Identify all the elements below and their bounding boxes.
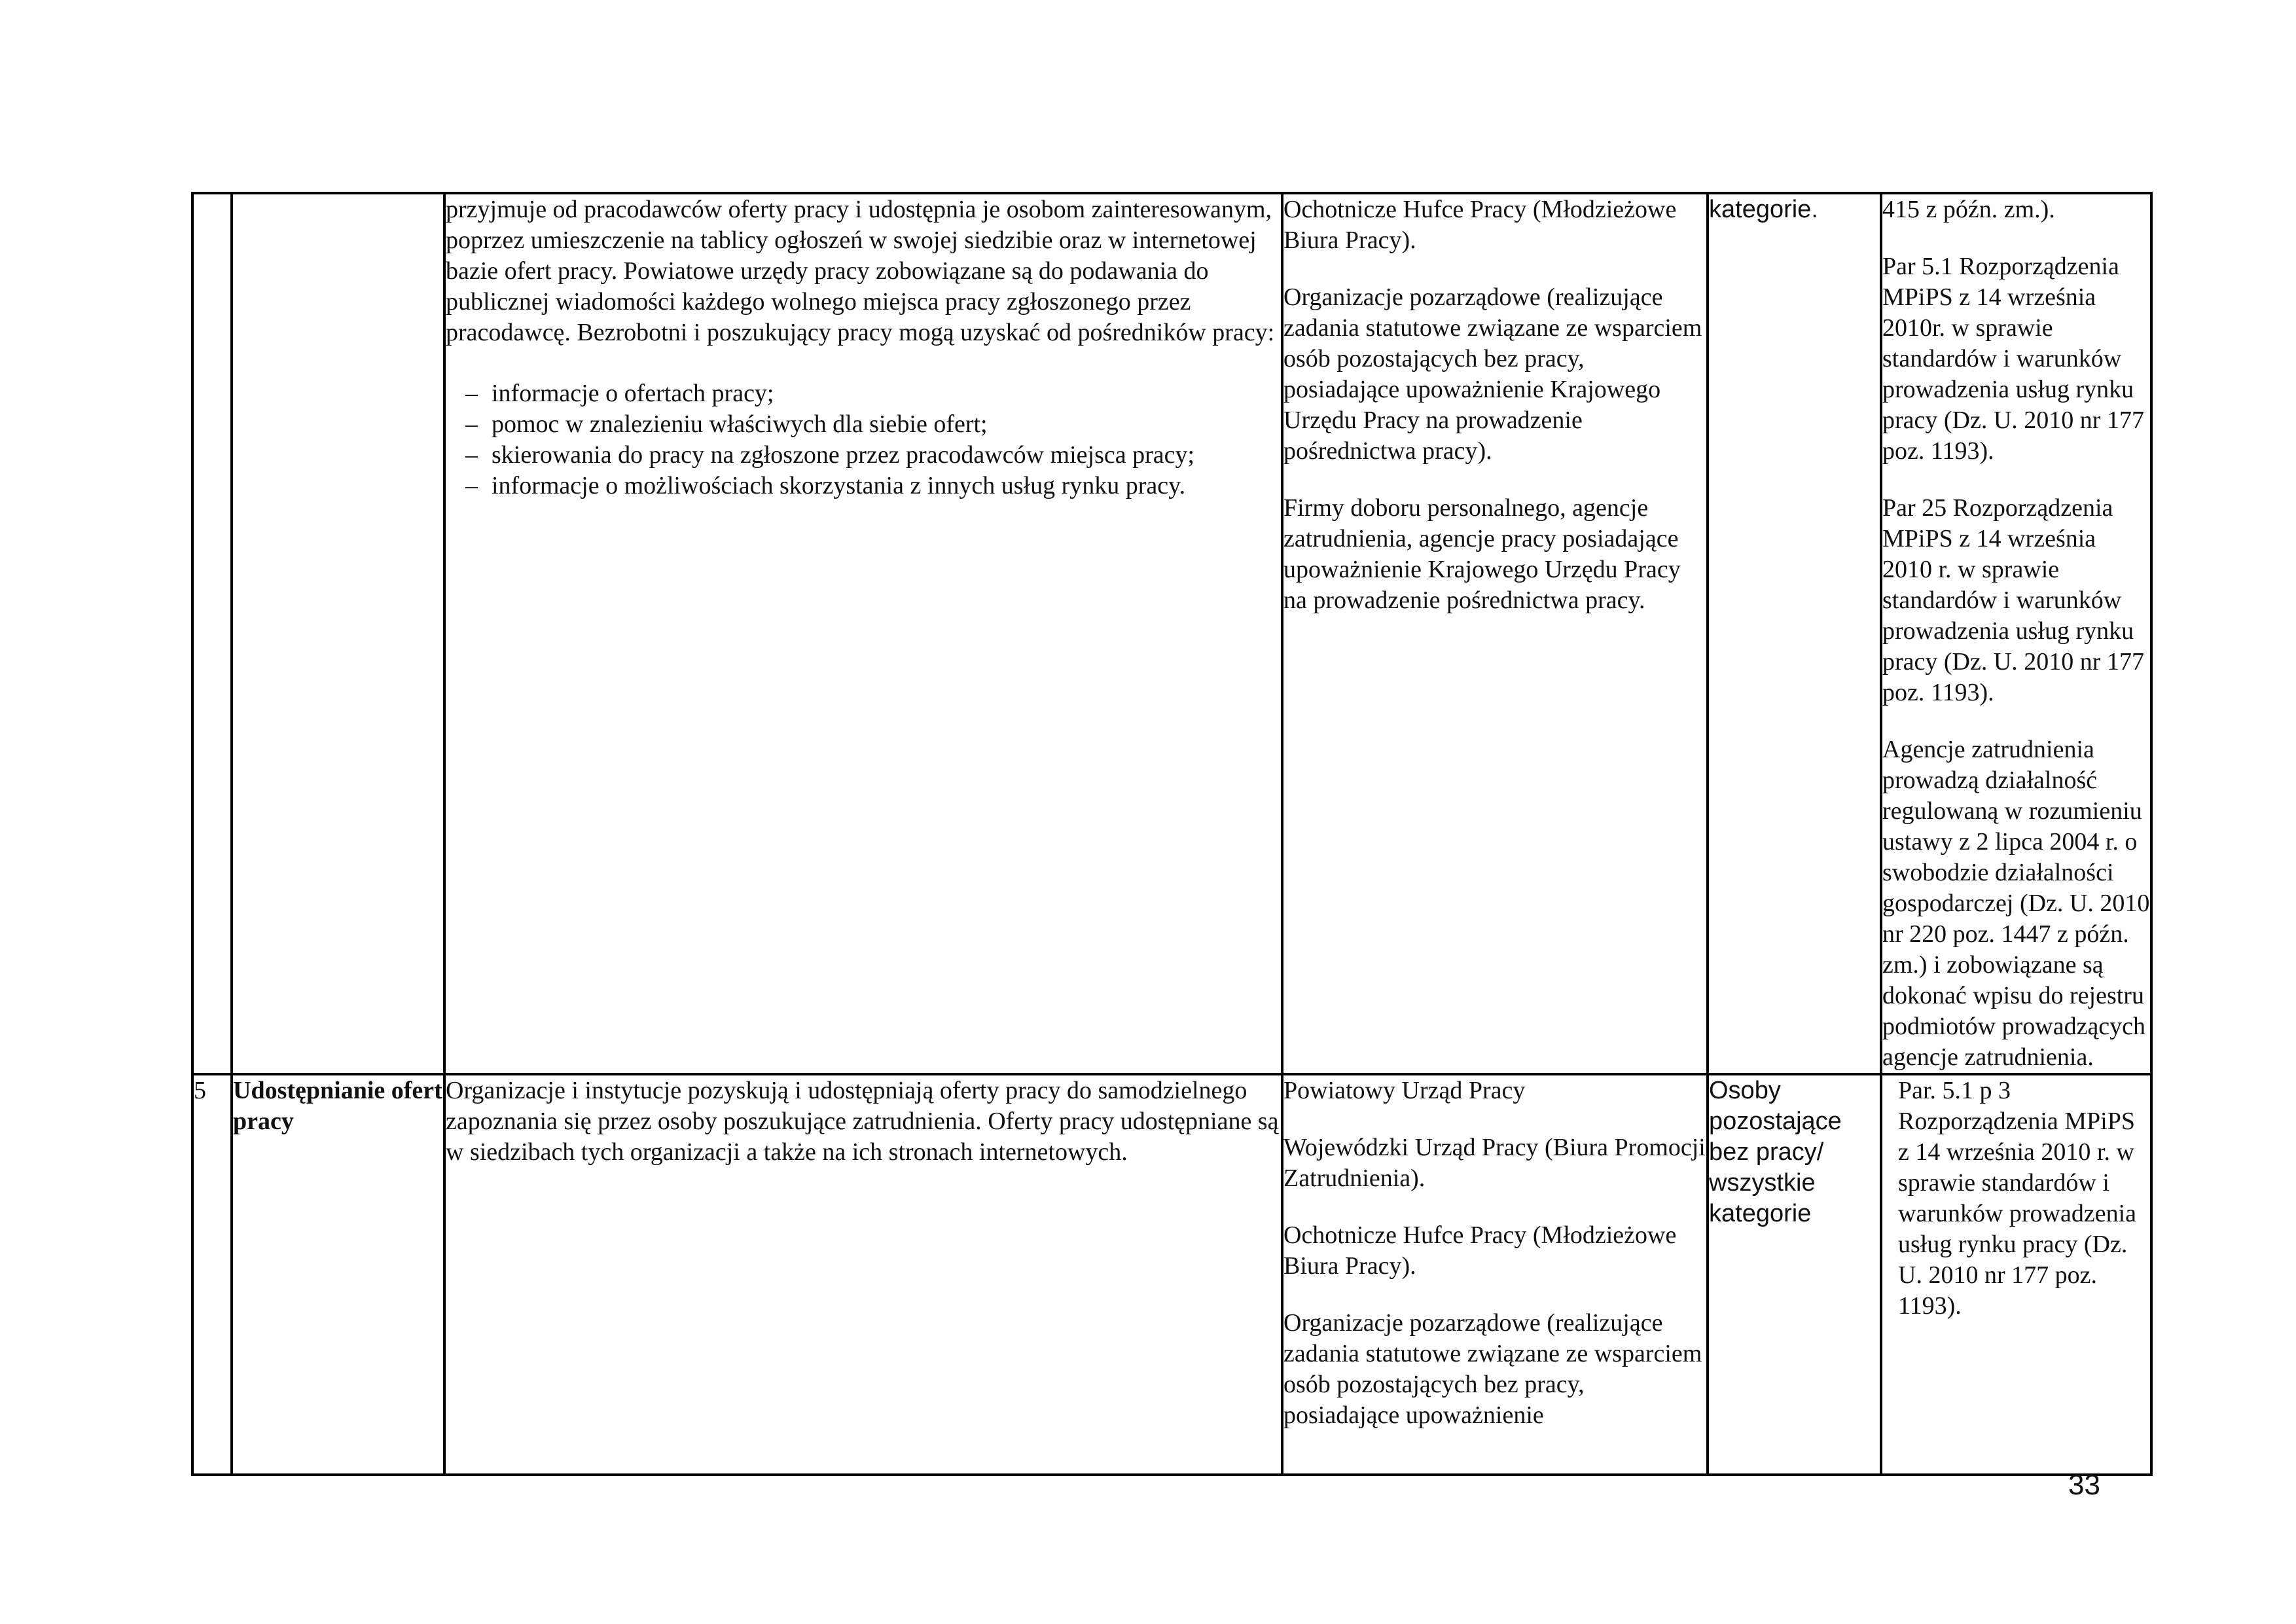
table-row [192,193,2151,1074]
entity-text: Ochotnicze Hufce Pracy (Młodzieżowe Biura Pracy). [1283,1221,1677,1280]
description-cell [444,193,1282,1074]
category-cell: Osoby pozostające bez pracy/ wszystkie kategorie [1708,1074,1881,1475]
entity-text: Ochotnicze Hufce Pracy (Młodzieżowe Biura Pracy). [1283,196,1677,254]
entity-text: Wojewódzki Urząd Pracy (Biura Promocji Zatrudnienia). [1283,1134,1706,1192]
legal-basis-cell: Par. 5.1 p 3 Rozporządzenia MPiPS z 14 września 2010 r. w sprawie standardów i warunków prowadzenia usług rynku pracy (Dz. U. 2010 nr 177 poz. 1193). [1881,1074,2151,1475]
legal-text: 415 z późn. zm.). [1882,196,2055,223]
legal-basis-cell [1881,193,2151,1074]
row-number-cell: 5 [192,1074,232,1475]
description-text: Organizacje i instytucje pozyskują i udostępniają oferty pracy do samodzielnego zapoznania się przez osoby poszukujące zatrudnienia. Oferty pracy udostępniane są w siedzibach tych organizacji a także na ich stronach internetowych. [446,1077,1279,1166]
entities-cell [1282,193,1708,1074]
row-number-cell [192,193,232,1074]
entity-text: Organizacje pozarządowe (realizujące zadania statutowe związane ze wsparciem osób pozostających bez pracy, posiadające upoważnienie [1283,1309,1702,1429]
page-number: 33 [2068,1469,2100,1501]
service-title-cell: Udostępnianie ofert pracy [232,1074,444,1475]
services-table [191,192,2153,1476]
category-cell: kategorie. [1708,193,1881,1074]
legal-text: Par 5.1 Rozporządzenia MPiPS z 14 września 2010r. w sprawie standardów i warunków prowadzenia usług rynku pracy (Dz. U. 2010 nr 177 poz. 1193). [1882,253,2144,465]
list-item: – informacje o możliwościach skorzystania z innych usług rynku pracy. [492,471,1281,501]
list-item: – informacje o ofertach pracy; [492,378,1281,409]
description-cell [444,1074,1282,1475]
service-title-cell [232,193,444,1074]
legal-text: Agencje zatrudnienia prowadzą działalność regulowaną w rozumieniu ustawy z 2 lipca 2004 r. o swobodzie działalności gospodarczej (Dz. U. 2010 nr 220 poz. 1447 z późn. zm.) i zobowiązane są dokonać wpisu do rejestru podmiotów prowadzących agencje zatrudnienia. [1882,736,2150,1071]
list-item: – pomoc w znalezieniu właściwych dla siebie ofert; [492,409,1281,440]
table-row [192,1074,2151,1475]
list-item: – skierowania do pracy na zgłoszone przez pracodawców miejsca pracy; [492,440,1281,471]
legal-text: Par 25 Rozporządzenia MPiPS z 14 września 2010 r. w sprawie standardów i warunków prowadzenia usług rynku pracy (Dz. U. 2010 nr 177 poz. 1193). [1882,494,2144,706]
entity-text: Powiatowy Urząd Pracy [1283,1077,1526,1104]
description-text: przyjmuje od pracodawców oferty pracy i udostępnia je osobom zainteresowanym, poprzez umieszczenie na tablicy ogłoszeń w swojej siedzibie oraz w internetowej bazie ofert pracy. Powiatowe urzędy pracy zobowiązane są do podawania do publicznej wiadomości każdego wolnego miejsca pracy zgłoszonego przez pracodawcę. Bezrobotni i poszukujący pracy mogą uzyskać od pośredników pracy: [446,196,1275,346]
bullet-list [446,378,1281,501]
entity-text: Firmy doboru personalnego, agencje zatrudnienia, agencje pracy posiadające upoważnienie Krajowego Urzędu Pracy na prowadzenie pośrednictwa pracy. [1283,494,1681,614]
entities-cell [1282,1074,1708,1475]
entity-text: Organizacje pozarządowe (realizujące zadania statutowe związane ze wsparciem osób pozostających bez pracy, posiadające upoważnienie Krajowego Urzędu Pracy na prowadzenie pośrednictwa pracy). [1283,283,1702,465]
